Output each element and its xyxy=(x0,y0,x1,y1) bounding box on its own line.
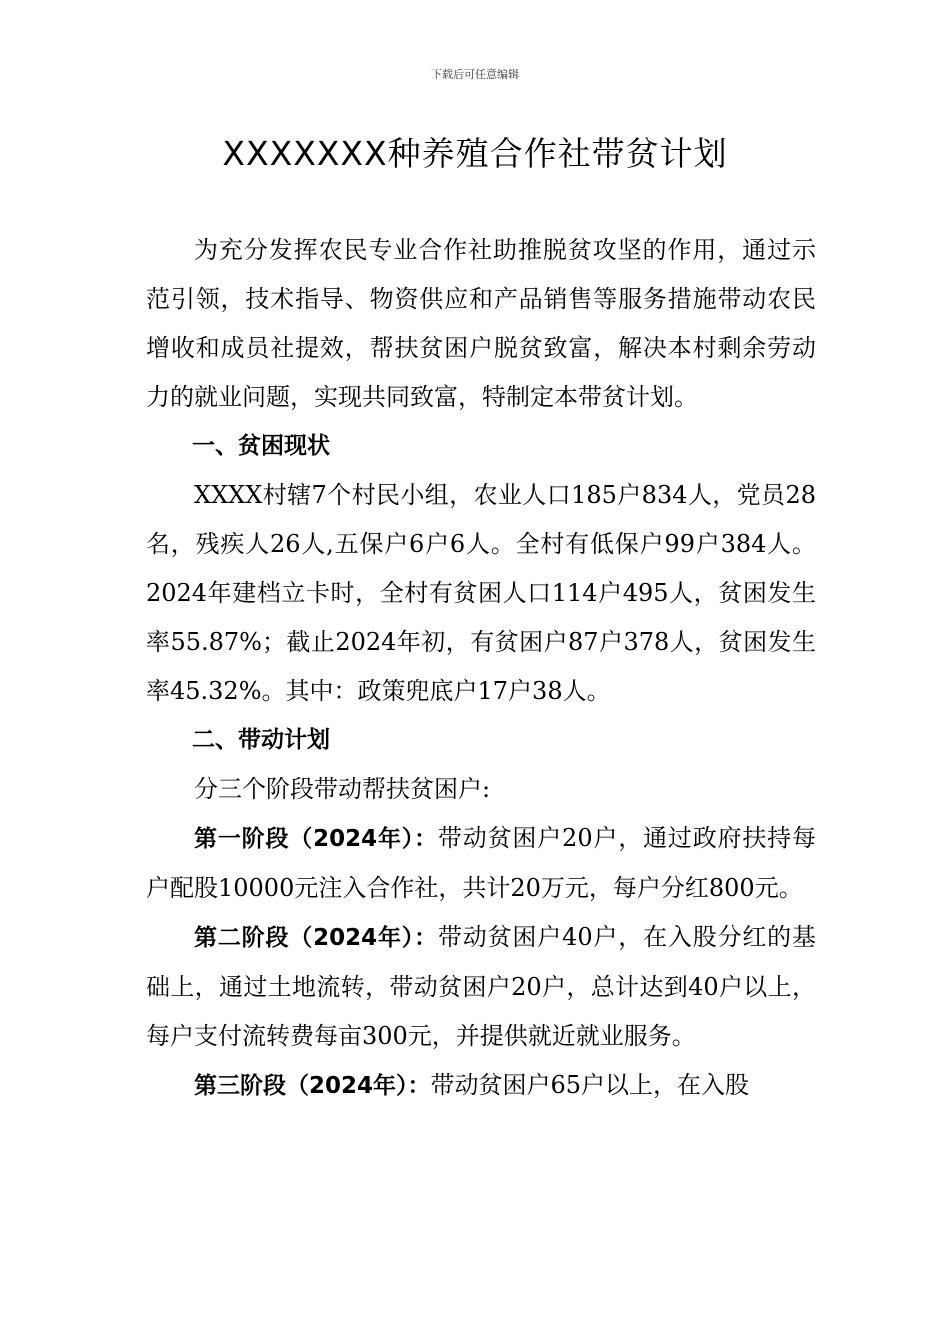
document-body xyxy=(146,226,816,1111)
phase-text-1: 带动贫困户20户，通过政府扶持每户配股10000元注入合作社，共计20万元，每户分红800元。 xyxy=(146,824,817,902)
phase-label-1: 第一阶段（2024年）： xyxy=(194,826,438,852)
intro-paragraph: 为充分发挥农民专业合作社助推脱贫攻坚的作用，通过示范引领，技术指导、物资供应和产品销售等服务措施带动农民增收和成员社提效，帮扶贫困户脱贫致富，解决本村剩余劳动力的就业问题，实现共同致富，特制定本带贫计划。 xyxy=(146,236,816,411)
section-1-paragraph: XXXX村辖7个村民小组，农业人口185户834人，党员28名，残疾人26人,五保户6户6人。全村有低保户99户384人。2024年建档立卡时，全村有贫困人口114户495人，贫困发生率55.87%；截止2024年初，有贫困户87户378人，贫困发生率45.32%。其中：政策兜底户17户38人。 xyxy=(146,481,816,705)
phase-label-2: 第二阶段（2024年）： xyxy=(194,925,438,951)
phase-paragraph-1 xyxy=(146,814,816,913)
phase-paragraph-2 xyxy=(146,913,816,1061)
section-heading-1: 一、贫困现状 xyxy=(192,433,330,459)
section-heading-2: 二、带动计划 xyxy=(192,727,330,753)
phase-label-3: 第三阶段（2024年）： xyxy=(194,1073,431,1099)
document-title: XXXXXXX种养殖合作社带贫计划 xyxy=(222,134,728,173)
phase-text-3: 带动贫困户65户以上，在入股 xyxy=(430,1071,750,1099)
phase-paragraph-3 xyxy=(146,1061,816,1111)
header-note: 下载后可任意编辑 xyxy=(431,68,519,81)
section-2-lead: 分三个阶段带动帮扶贫困户: xyxy=(194,775,491,803)
phase-text-2: 带动贫困户40户，在入股分红的基础上，通过土地流转，带动贫困户20户，总计达到40户以上，每户支付流转费每亩300元，并提供就近就业服务。 xyxy=(146,923,817,1050)
